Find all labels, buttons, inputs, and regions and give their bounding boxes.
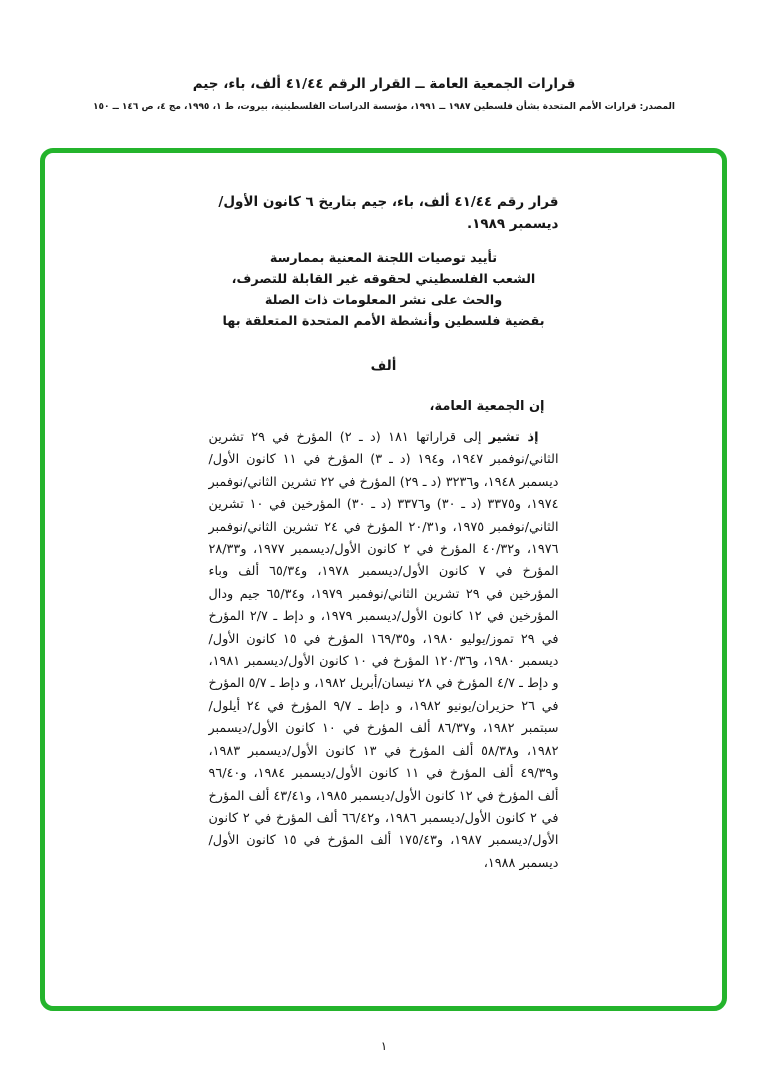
subject-line: الشعب الفلسطيني لحقوقه غير القابلة للتصرف، bbox=[231, 272, 536, 287]
resolution-content bbox=[209, 153, 559, 875]
document-frame bbox=[40, 148, 727, 1011]
source-citation: المصدر: قرارات الأمم المتحدة بشأن فلسطين ١٩٨٧ ــ ١٩٩١، مؤسسة الدراسات الفلسطينية، بيروت، ط ١، ١٩٩٥، مج ٤، ص ١٤٦ ــ ١٥٠ bbox=[93, 102, 675, 112]
subject-line: تأييد توصيات اللجنة المعنية بممارسة bbox=[269, 251, 498, 266]
subject-line: والحث على نشر المعلومات ذات الصلة bbox=[264, 293, 503, 308]
section-letter: ألف bbox=[370, 358, 397, 374]
preamble-recalling-paragraph bbox=[209, 427, 559, 875]
preamble-opening: إن الجمعية العامة، bbox=[429, 399, 545, 414]
recalling-text: إلى قراراتها ١٨١ (د ـ ٢) المؤرخ في ٢٩ تشرين الثاني/نوفمبر ١٩٤٧، و١٩٤ (د ـ ٣) المؤرخ في ١١ كانون الأول/ديسمبر ١٩٤٨، و٣٢٣٦ (د ـ ٢٩) المؤرخ في ٢٢ تشرين الثاني/نوفمبر ١٩٧٤، و٣٣٧٥ (د ـ ٣٠) و٣٣٧٦ (د ـ ٣٠) المؤرخين في ١٠ تشرين الثاني/نوفمبر ١٩٧٥، و٢٠/٣١ المؤرخ في ٢٤ تشرين الثاني/نوفمبر ١٩٧٦، و٤٠/٣٢ المؤرخ في ٢ كانون الأول/ديسمبر ١٩٧٧، و٢٨/٣٣ المؤرخ في ٧ كانون الأول/ديسمبر ١٩٧٨، و٦٥/٣٤ ألف وباء المؤرخين في ٢٩ تشرين الثاني/نوفمبر ١٩٧٩، و٦٥/٣٤ جيم ودال المؤرخين في ١٢ كانون الأول/ديسمبر ١٩٧٩، و دإط ـ ٢/٧ المؤرخ في ٢٩ تموز/يوليو ١٩٨٠، و١٦٩/٣٥ المؤرخ في ١٥ كانون الأول/ديسمبر ١٩٨٠، و١٢٠/٣٦ المؤرخ في ١٠ كانون الأول/ديسمبر ١٩٨١، و دإط ـ ٤/٧ المؤرخ في ٢٨ نيسان/أبريل ١٩٨٢، و دإط ـ ٥/٧ المؤرخ في ٢٦ حزيران/يونيو ١٩٨٢، و دإط ـ ٩/٧ المؤرخ في ٢٤ أيلول/سبتمبر ١٩٨٢، و٨٦/٣٧ ألف المؤرخ في ١٠ كانون الأول/ديسمبر ١٩٨٢، و٥٨/٣٨ ألف المؤرخ في ١٣ كانون الأول/ديسمبر ١٩٨٣، و٤٩/٣٩ ألف المؤرخ في ١١ كانون الأول/ديسمبر ١٩٨٤، و٩٦/٤٠ ألف المؤرخ في ١٢ كانون الأول/ديسمبر ١٩٨٥، و٤٣/٤١ ألف المؤرخ في ٢ كانون الأول/ديسمبر ١٩٨٦، و٦٦/٤٢ ألف المؤرخ في ٢ كانون الأول/ديسمبر ١٩٨٧، و١٧٥/٤٣ ألف المؤرخ في ١٥ كانون الأول/ديسمبر ١٩٨٨، bbox=[208, 430, 559, 871]
resolution-title: قرار رقم ٤١/٤٤ ألف، باء، جيم بتاريخ ٦ كانون الأول/ديسمبر ١٩٨٩. bbox=[218, 194, 559, 232]
resolution-subject bbox=[209, 248, 559, 332]
subject-line: بقضية فلسطين وأنشطة الأمم المتحدة المتعلقة بها bbox=[222, 314, 545, 329]
page-number: ١ bbox=[380, 1039, 388, 1053]
recalling-lead: إذ تشير bbox=[488, 430, 539, 445]
document-header-title: قرارات الجمعية العامة ــ القرار الرقم ٤١/٤٤ ألف، باء، جيم bbox=[192, 76, 576, 92]
page-header bbox=[0, 0, 768, 112]
